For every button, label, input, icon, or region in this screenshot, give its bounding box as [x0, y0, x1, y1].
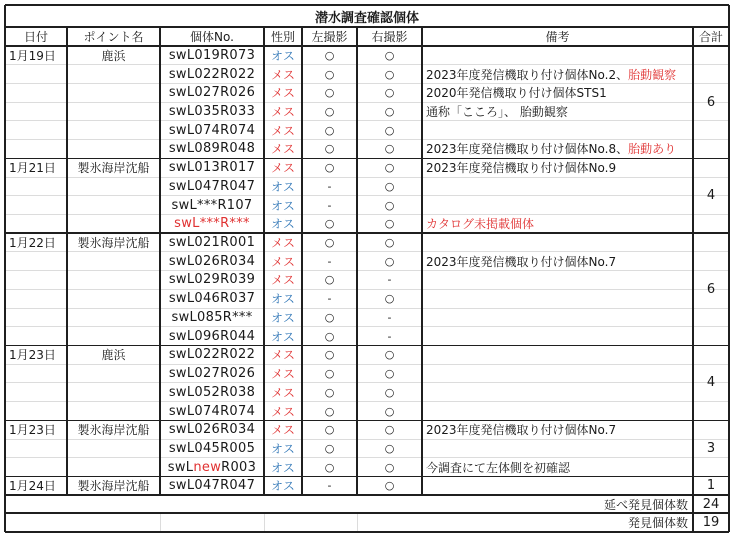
column-header: 左撮影	[311, 30, 348, 44]
summary-value: 24	[702, 496, 720, 512]
sheet-title: 潜水調査確認個体	[314, 10, 419, 26]
note-cell: 2023年度発信機取り付け個体No.2、 胎動観察	[426, 67, 677, 82]
note-cell: 2023年度発信機取り付け個体No.9	[426, 161, 617, 176]
sex-cell: メス	[270, 161, 295, 176]
grid-line	[160, 513, 161, 532]
date-cell: 1月22日	[9, 236, 56, 251]
summary-value: 19	[702, 515, 720, 530]
individual-id-cell: swL027R026	[168, 366, 256, 382]
left-photo-mark: ○	[324, 105, 335, 119]
left-photo-mark: ○	[324, 273, 335, 287]
right-photo-mark: ○	[384, 105, 395, 119]
right-photo-mark: ○	[384, 441, 395, 455]
left-photo-mark: ○	[324, 367, 335, 381]
sex-cell: メス	[270, 385, 295, 400]
column-header: 日付	[23, 30, 48, 44]
column-header: 個体No.	[190, 30, 234, 44]
note-cell: 今調査にて左体側を初確認	[426, 460, 571, 475]
left-photo-mark: ○	[324, 236, 335, 250]
left-photo-mark: ○	[324, 329, 335, 343]
point-name-cell: 製氷海岸沈船	[77, 236, 150, 251]
individual-id-cell: swL029R039	[168, 272, 256, 288]
right-photo-mark: ○	[384, 142, 395, 156]
border-line	[692, 27, 693, 495]
right-photo-mark: ○	[384, 292, 395, 306]
sex-cell: オス	[271, 310, 295, 325]
border-line	[356, 27, 357, 495]
right-photo-mark: ○	[384, 348, 395, 362]
left-photo-mark: -	[327, 179, 332, 193]
point-name-cell: 製氷海岸沈船	[77, 423, 150, 438]
right-photo-mark: ○	[384, 48, 395, 62]
sex-cell: メス	[270, 86, 295, 101]
date-cell: 1月21日	[9, 161, 56, 176]
left-photo-mark: -	[327, 198, 332, 212]
left-photo-mark: ○	[324, 48, 335, 62]
border-line	[5, 45, 729, 47]
note-cell: 2023年度発信機取り付け個体No.7	[426, 423, 617, 438]
border-line	[728, 5, 730, 532]
sex-cell: メス	[270, 367, 295, 382]
group-total-cell: 3	[706, 440, 716, 456]
point-name-cell: 製氷海岸沈船	[77, 479, 150, 494]
column-header: 右撮影	[371, 30, 408, 44]
left-photo-mark: -	[327, 254, 332, 268]
individual-id-cell: swL074R074	[168, 122, 256, 138]
individual-id-cell: swL***R107	[171, 197, 253, 213]
border-line	[5, 512, 729, 514]
sex-cell: オス	[271, 460, 295, 475]
column-header: ポイント名	[83, 30, 144, 44]
right-photo-mark: ○	[384, 404, 395, 418]
right-photo-mark: ○	[384, 367, 395, 381]
sex-cell: オス	[271, 479, 295, 494]
left-photo-mark: ○	[324, 142, 335, 156]
individual-id-cell: swL***R***	[174, 216, 250, 232]
sex-cell: オス	[271, 217, 295, 232]
border-line	[5, 494, 729, 496]
individual-id-cell: swL045R005	[168, 440, 256, 456]
sex-cell: メス	[270, 254, 295, 269]
border-line	[421, 27, 422, 495]
right-photo-mark: ○	[384, 423, 395, 437]
right-photo-mark: -	[387, 273, 392, 287]
grid-line	[264, 513, 265, 532]
individual-id-cell: swL013R017	[168, 160, 256, 176]
individual-id-cell: swL047R047	[168, 478, 256, 494]
left-photo-mark: ○	[324, 460, 335, 474]
border-line	[692, 495, 693, 532]
sex-cell: メス	[270, 348, 295, 363]
sex-cell: オス	[271, 441, 295, 456]
summary-label: 延べ発見個体数	[603, 497, 688, 512]
right-photo-mark: ○	[384, 385, 395, 399]
individual-id-cell: swL022R022	[168, 66, 256, 82]
sex-cell: オス	[271, 179, 295, 194]
sex-cell: メス	[270, 123, 295, 138]
left-photo-mark: ○	[324, 423, 335, 437]
individual-id-cell: swL new R003	[167, 459, 257, 475]
individual-id-cell: swL026R034	[168, 253, 256, 269]
date-cell: 1月23日	[9, 348, 56, 363]
sex-cell: メス	[270, 67, 295, 82]
note-cell: 通称「こころ」、 胎動観察	[426, 105, 568, 120]
left-photo-mark: ○	[324, 217, 335, 231]
right-photo-mark: ○	[384, 236, 395, 250]
group-total-cell: 6	[706, 281, 716, 297]
date-cell: 1月24日	[9, 479, 56, 494]
right-photo-mark: ○	[384, 86, 395, 100]
group-total-cell: 4	[706, 375, 716, 391]
individual-id-cell: swL021R001	[168, 235, 256, 251]
right-photo-mark: ○	[384, 254, 395, 268]
left-photo-mark: ○	[324, 310, 335, 324]
note-cell: 2020年発信機取り付け個体STS1	[426, 86, 607, 101]
right-photo-mark: ○	[384, 67, 395, 81]
sex-cell: オス	[271, 48, 295, 63]
right-photo-mark: ○	[384, 198, 395, 212]
column-header: 合計	[698, 30, 723, 44]
column-header: 性別	[270, 30, 295, 44]
note-cell: カタログ未掲載個体	[426, 217, 535, 232]
sex-cell: メス	[270, 404, 295, 419]
left-photo-mark: ○	[324, 161, 335, 175]
right-photo-mark: -	[387, 310, 392, 324]
group-total-cell: 6	[706, 94, 716, 110]
sex-cell: メス	[270, 142, 295, 157]
individual-id-cell: swL035R033	[168, 104, 256, 120]
group-total-cell: 1	[706, 478, 716, 494]
left-photo-mark: ○	[324, 404, 335, 418]
left-photo-mark: ○	[324, 86, 335, 100]
border-line	[5, 531, 729, 533]
left-photo-mark: ○	[324, 441, 335, 455]
left-photo-mark: ○	[324, 67, 335, 81]
border-line	[4, 5, 6, 532]
right-photo-mark: ○	[384, 217, 395, 231]
right-photo-mark: -	[387, 329, 392, 343]
date-cell: 1月19日	[9, 48, 56, 63]
border-line	[301, 27, 302, 495]
right-photo-mark: ○	[384, 460, 395, 474]
date-cell: 1月23日	[9, 423, 56, 438]
individual-id-cell: swL019R073	[168, 47, 256, 63]
group-total-cell: 4	[706, 188, 716, 204]
sex-cell: オス	[271, 198, 295, 213]
left-photo-mark: ○	[324, 348, 335, 362]
column-header: 備考	[545, 30, 570, 44]
note-cell: 2023年度発信機取り付け個体No.7	[426, 254, 617, 269]
individual-id-cell: swL027R026	[168, 85, 256, 101]
left-photo-mark: ○	[324, 385, 335, 399]
individual-id-cell: swL046R037	[168, 291, 256, 307]
sex-cell: メス	[270, 423, 295, 438]
summary-label: 発見個体数	[627, 516, 688, 530]
border-line	[66, 27, 67, 495]
border-line	[5, 26, 729, 28]
right-photo-mark: ○	[384, 123, 395, 137]
border-line	[263, 27, 264, 495]
left-photo-mark: -	[327, 479, 332, 493]
right-photo-mark: ○	[384, 479, 395, 493]
sex-cell: メス	[270, 105, 295, 120]
note-cell: 2023年度発信機取り付け個体No.8、 胎動あり	[426, 142, 677, 157]
individual-id-cell: swL022R022	[168, 347, 256, 363]
individual-id-cell: swL085R***	[171, 309, 253, 325]
point-name-cell: 製氷海岸沈船	[77, 161, 150, 176]
individual-id-cell: swL047R047	[168, 178, 256, 194]
individual-id-cell: swL096R044	[168, 328, 256, 344]
border-line	[5, 4, 729, 6]
individual-id-cell: swL089R048	[168, 141, 256, 157]
sex-cell: メス	[270, 273, 295, 288]
individual-id-cell: swL052R038	[168, 384, 256, 400]
individual-id-cell: swL026R034	[168, 422, 256, 438]
point-name-cell: 鹿浜	[101, 348, 126, 363]
left-photo-mark: -	[327, 292, 332, 306]
sex-cell: オス	[271, 329, 295, 344]
sex-cell: メス	[270, 236, 295, 251]
border-line	[159, 27, 160, 495]
left-photo-mark: ○	[324, 123, 335, 137]
individual-id-cell: swL074R074	[168, 403, 256, 419]
point-name-cell: 鹿浜	[101, 48, 126, 63]
right-photo-mark: ○	[384, 161, 395, 175]
right-photo-mark: ○	[384, 179, 395, 193]
sex-cell: オス	[271, 292, 295, 307]
